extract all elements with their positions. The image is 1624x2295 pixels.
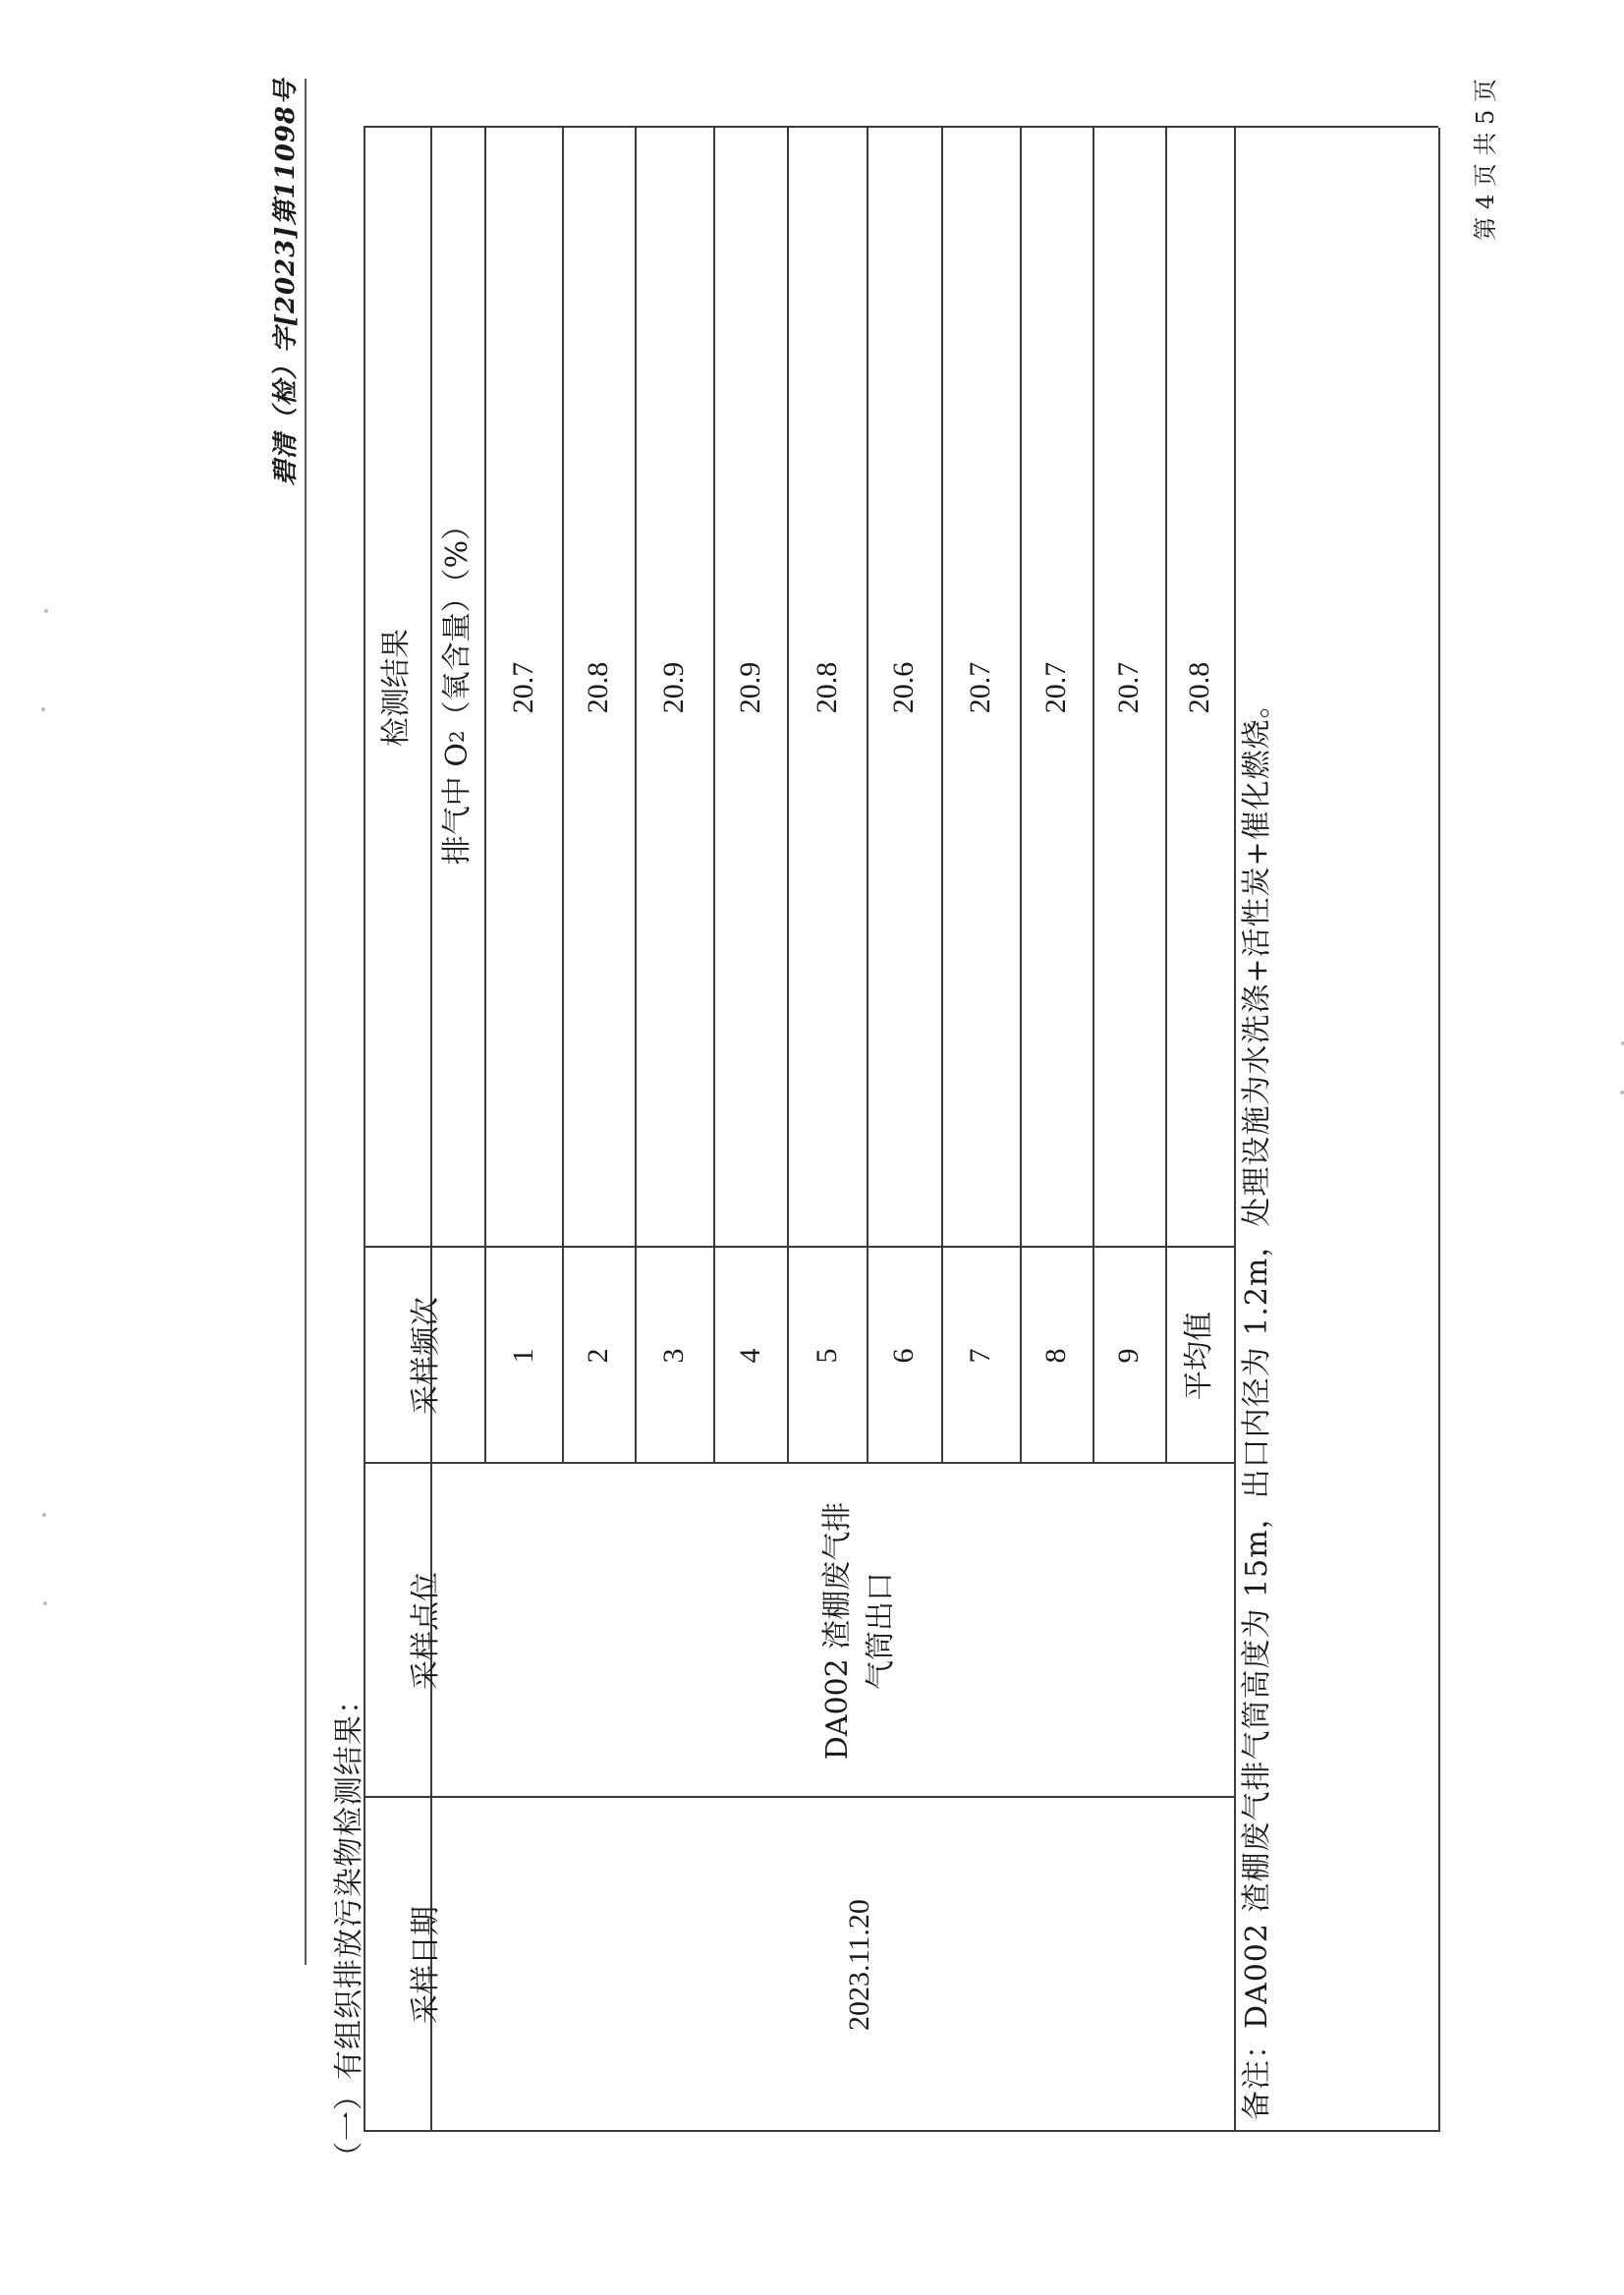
parameter-subscript: 2 bbox=[445, 730, 469, 744]
value-cell: 20.7 bbox=[1039, 661, 1073, 714]
sampling-date-value: 2023.11.20 bbox=[842, 1899, 875, 2031]
header-sampling-frequency: 采样频次 bbox=[409, 1297, 444, 1415]
section-title: （一）有组织排放污染物检测结果： bbox=[332, 1684, 366, 2171]
scan-speck bbox=[41, 707, 45, 711]
header-parameter bbox=[430, 128, 484, 1248]
document-number: 碧清（检）字[2023]第11098号 bbox=[271, 79, 301, 486]
parameter-prefix: 排气中 O bbox=[439, 743, 475, 866]
value-cell: 20.9 bbox=[657, 661, 691, 714]
header-sampling-date: 采样日期 bbox=[409, 1906, 444, 2024]
value-cell: 20.9 bbox=[733, 661, 766, 714]
frequency-cell: 8 bbox=[1039, 1348, 1073, 1364]
value-cell: 20.7 bbox=[506, 661, 539, 714]
scan-speck bbox=[42, 1513, 46, 1517]
table-remark: 备注：DA002 渣棚废气排气筒高度为 15m，出口内径为 1.2m，处理设施为水洗涤+活性炭+催化燃烧。 bbox=[1240, 688, 1274, 2120]
frequency-cell: 3 bbox=[657, 1348, 691, 1364]
frequency-cell: 9 bbox=[1112, 1348, 1146, 1364]
page-number: 第 4 页 共 5 页 bbox=[1472, 79, 1499, 241]
value-cell: 20.7 bbox=[1112, 661, 1146, 714]
value-cell-average: 20.8 bbox=[1183, 661, 1216, 714]
scan-speck bbox=[43, 1601, 47, 1605]
header-result-group: 检测结果 bbox=[379, 629, 415, 747]
value-cell: 20.8 bbox=[582, 661, 615, 714]
frequency-cell: 1 bbox=[506, 1348, 539, 1364]
frequency-cell: 6 bbox=[887, 1348, 921, 1364]
header-sampling-location: 采样点位 bbox=[409, 1572, 444, 1690]
rotated-page bbox=[226, 59, 1523, 2181]
value-cell: 20.8 bbox=[810, 661, 843, 714]
frequency-cell: 4 bbox=[733, 1348, 766, 1364]
header-rule bbox=[305, 79, 307, 1965]
frequency-cell-average: 平均值 bbox=[1182, 1312, 1217, 1400]
parameter-suffix: （氧含量）（%） bbox=[439, 510, 475, 731]
scan-speck bbox=[1620, 1091, 1624, 1094]
frequency-cell: 2 bbox=[582, 1348, 615, 1364]
value-cell: 20.7 bbox=[964, 661, 997, 714]
frequency-cell: 5 bbox=[810, 1348, 843, 1364]
sampling-location-value: DA002 渣棚废气排 气筒出口 bbox=[820, 1501, 898, 1761]
scan-speck bbox=[44, 609, 48, 613]
value-cell: 20.6 bbox=[887, 661, 921, 714]
frequency-cell: 7 bbox=[964, 1348, 997, 1364]
